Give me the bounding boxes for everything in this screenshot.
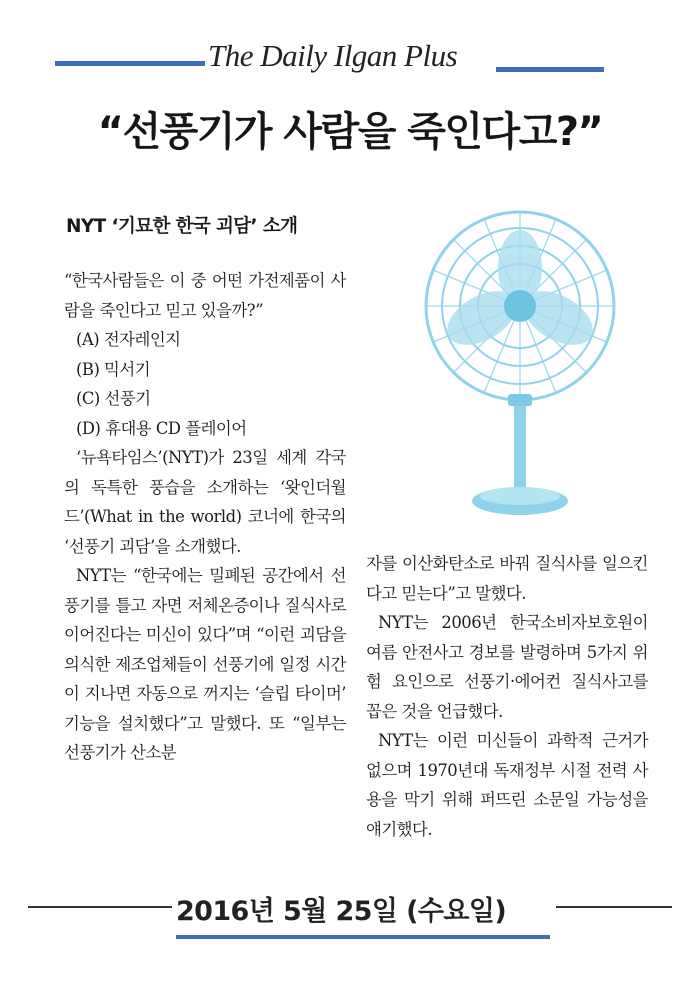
quiz-option: (C) 선풍기 — [76, 389, 151, 408]
subheadline: NYT ‘기묘한 한국 괴담’ 소개 — [66, 216, 298, 237]
paragraph-1: ‘뉴욕타임스’(NYT)가 23일 세계 각국의 독특한 풍습을 소개하는 ‘왓인더월드’(What in the world) 코너에 한국의 ‘선풍기 괴담’을 소개했다. — [64, 448, 346, 556]
masthead-rule-right — [496, 67, 604, 72]
quiz-option: (B) 믹서기 — [76, 359, 151, 379]
paragraph-2: NYT는 “한국에는 밀폐된 공간에서 선풍기를 틀고 자면 저체온증이나 질식사로 이어진다는 미신이 있다”며 “이런 괴담을 의식한 제조업체들이 선풍기에 일정 시간이 지나면 자동으로 꺼지는 ‘슬립 타이머’ 기능을 설치했다”고 말했다. 또 “일부는 선풍기가 산소분 — [64, 566, 346, 762]
paragraph-3: NYT는 2006년 한국소비자보호원이 여름 안전사고 경보를 발령하며 5가지 위험 요인으로 선풍기·에어컨 질식사고를 꼽은 것을 언급했다. — [366, 613, 648, 721]
masthead-rule-left — [55, 61, 205, 66]
date-rule-right — [556, 906, 672, 908]
article-column-left — [64, 266, 346, 768]
quiz-option: (D) 휴대용 CD 플레이어 — [76, 418, 247, 438]
paragraph-4: NYT는 이런 미신들이 과학적 근거가 없으며 1970년대 독재정부 시절 전력 사용을 막기 위해 퍼뜨린 소문일 가능성을 얘기했다. — [366, 731, 648, 839]
publication-date: 2016년 5월 25일 (수요일) — [176, 896, 507, 927]
quiz-option: (A) 전자레인지 — [76, 330, 181, 349]
quiz-question: “한국사람들은 이 중 어떤 가전제품이 사람을 죽인다고 믿고 있을까?” — [64, 271, 346, 320]
headline: “선풍기가 사람을 죽인다고?” — [97, 109, 603, 155]
masthead-title: The Daily Ilgan Plus — [208, 38, 458, 73]
paragraph-2-continued: 자를 이산화탄소로 바꿔 질식사를 일으킨다고 믿는다”고 말했다. — [366, 554, 648, 603]
footer-accent-bar — [176, 935, 550, 939]
electric-fan-illustration — [410, 206, 630, 526]
article-column-right — [366, 549, 648, 844]
date-rule-left — [28, 906, 172, 908]
